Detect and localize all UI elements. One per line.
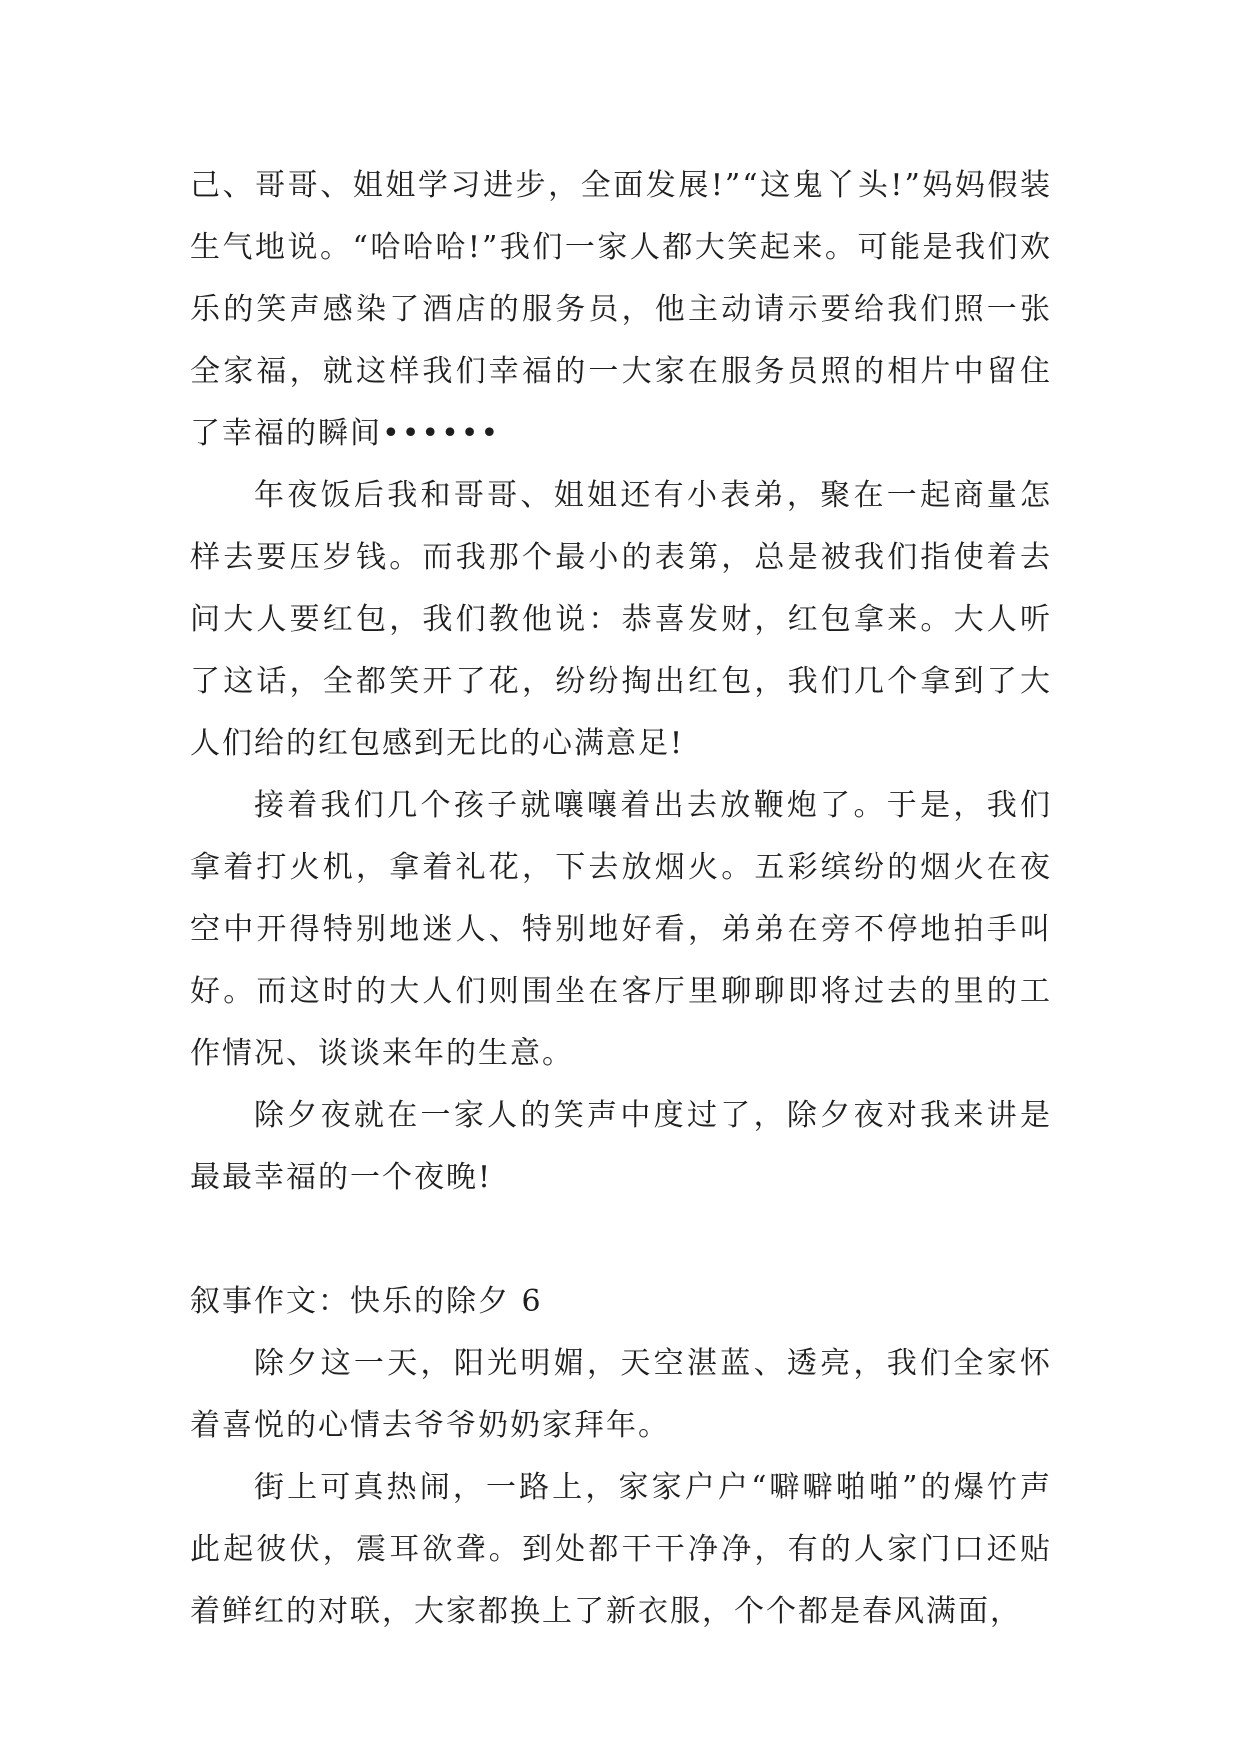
section-title: 叙事作文：快乐的除夕 6 [190, 1284, 543, 1319]
paragraph-continued: 己、哥哥、姐姐学习进步，全面发展!”“这鬼丫头!”妈妈假装生气地说。“哈哈哈!”我们一家人都大笑起来。可能是我们欢乐的笑声感染了酒店的服务员，他主动请示要给我们照一张全家福，就这样我们幸福的一大家在服务员照的相片中留住了幸福的瞬间•••••• [190, 168, 1052, 451]
document-body [190, 155, 1052, 1643]
paragraph-new-years-eve-ending: 除夕夜就在一家人的笑声中度过了，除夕夜对我来讲是最最幸福的一个夜晚! [190, 1098, 1052, 1195]
paragraph-street-scene: 街上可真热闹，一路上，家家户户“噼噼啪啪”的爆竹声此起彼伏，震耳欲聋。到处都干干净净，有的人家门口还贴着鲜红的对联，大家都换上了新衣服，个个都是春风满面， [190, 1470, 1052, 1629]
paragraph-fireworks: 接着我们几个孩子就嚷嚷着出去放鞭炮了。于是，我们拿着打火机，拿着礼花，下去放烟火。五彩缤纷的烟火在夜空中开得特别地迷人、特别地好看，弟弟在旁不停地拍手叫好。而这时的大人们则围坐在客厅里聊聊即将过去的里的工作情况、谈谈来年的生意。 [190, 788, 1052, 1071]
section-spacer [190, 1209, 1052, 1271]
paragraph-red-envelopes: 年夜饭后我和哥哥、姐姐还有小表弟，聚在一起商量怎样去要压岁钱。而我那个最小的表第，总是被我们指使着去问大人要红包，我们教他说：恭喜发财，红包拿来。大人听了这话，全都笑开了花，纷纷掏出红包，我们几个拿到了大人们给的红包感到无比的心满意足! [190, 478, 1052, 761]
paragraph-visit-grandparents: 除夕这一天，阳光明媚，天空湛蓝、透亮，我们全家怀着喜悦的心情去爷爷奶奶家拜年。 [190, 1346, 1052, 1443]
